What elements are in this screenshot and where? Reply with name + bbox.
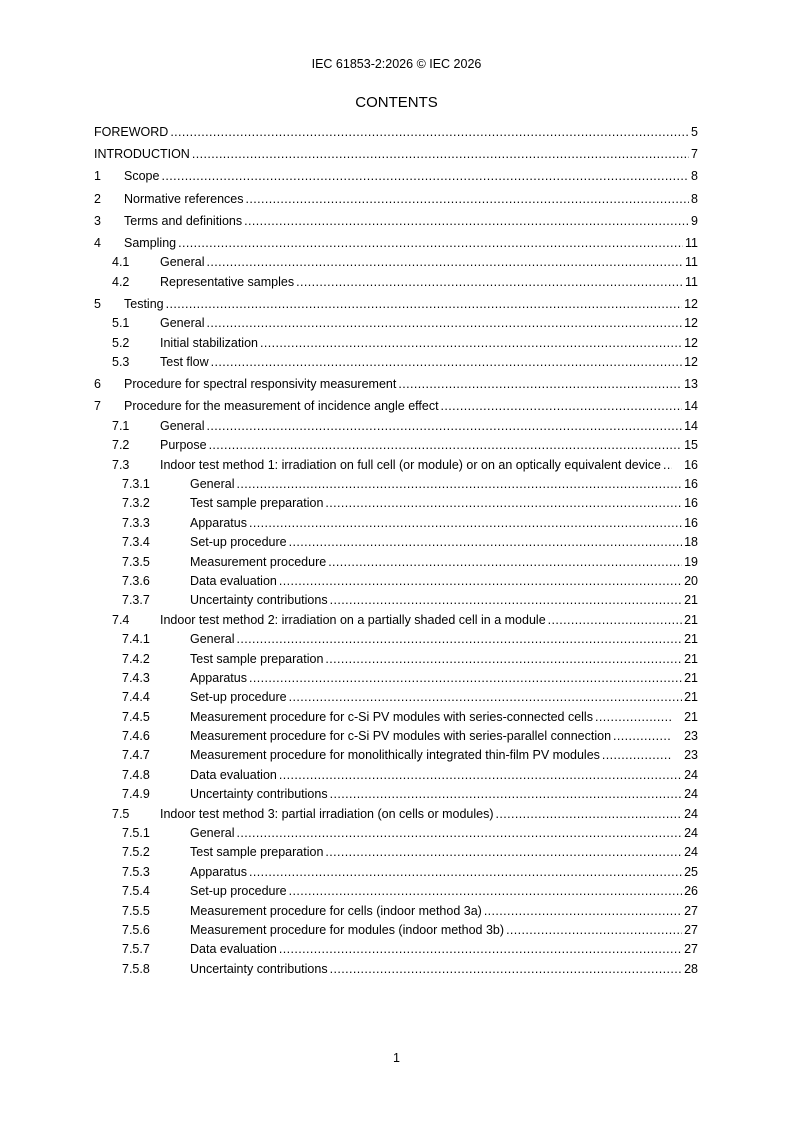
- dot-leader: [325, 652, 682, 668]
- dot-leader: [249, 865, 682, 881]
- toc-entry-number: 7.3: [112, 457, 130, 472]
- dot-leader: [506, 923, 682, 939]
- toc-entry-number: 7.5.8: [122, 961, 150, 976]
- toc-entry-title: Apparatus: [190, 515, 247, 530]
- page-number: 1: [393, 1051, 400, 1065]
- toc-entry-title: General: [160, 418, 205, 433]
- toc-entry-number: 2: [94, 191, 101, 206]
- toc-entry[interactable]: [94, 169, 698, 185]
- dot-leader: [613, 729, 672, 745]
- toc-entry-page: 16: [684, 496, 698, 511]
- toc-entry-title: Procedure for spectral responsivity measurement: [124, 377, 397, 392]
- toc-entry-title: Measurement procedure for c-Si PV modules with series-parallel connection: [190, 729, 612, 744]
- dot-leader: [496, 807, 683, 823]
- dot-leader: [236, 477, 682, 493]
- toc-entry-number: 5: [94, 296, 101, 311]
- toc-entry-number: 7.4.5: [122, 709, 150, 724]
- toc-entry[interactable]: [94, 555, 698, 571]
- toc-entry-page: 16: [684, 515, 698, 530]
- dot-leader: [279, 942, 682, 958]
- toc-entry-number: 7.5.5: [122, 903, 150, 918]
- table-of-contents: [94, 125, 698, 977]
- dot-leader: [206, 255, 683, 271]
- toc-entry[interactable]: [94, 845, 698, 861]
- toc-entry[interactable]: [94, 652, 698, 668]
- toc-entry-number: 7.4.1: [122, 632, 150, 647]
- toc-entry-title: Indoor test method 3: partial irradiation (on cells or modules): [160, 806, 494, 821]
- toc-entry-page: 11: [685, 274, 698, 289]
- dot-leader: [236, 632, 682, 648]
- toc-entry-title: Measurement procedure for modules (indoor method 3b): [190, 923, 505, 937]
- toc-entry[interactable]: [94, 125, 698, 141]
- toc-entry-number: 7.4.9: [122, 787, 150, 802]
- toc-entry[interactable]: [94, 236, 698, 252]
- toc-entry-title: Measurement procedure for monolithically integrated thin-film PV modules: [190, 748, 600, 763]
- toc-entry-page: 23: [684, 748, 698, 763]
- dot-leader: [325, 496, 682, 512]
- toc-entry-title: Test sample preparation: [190, 651, 324, 666]
- toc-entry-page: 18: [684, 535, 698, 550]
- toc-entry-number: 7.5.6: [122, 923, 150, 937]
- dot-leader: [296, 275, 683, 291]
- toc-entry[interactable]: [94, 865, 698, 881]
- dot-leader: [325, 845, 682, 861]
- toc-entry[interactable]: [94, 807, 698, 823]
- toc-entry-page: 21: [684, 651, 698, 666]
- toc-entry[interactable]: [94, 962, 698, 978]
- dot-leader: [170, 125, 689, 141]
- toc-entry-title: Testing: [124, 296, 164, 311]
- toc-entry-number: 7.4.8: [122, 767, 150, 782]
- toc-entry-page: 12: [684, 296, 698, 311]
- toc-entry-number: 5.3: [112, 355, 130, 370]
- toc-entry-page: 23: [684, 729, 698, 744]
- toc-entry-title: Uncertainty contributions: [190, 593, 328, 608]
- toc-entry-title: Test sample preparation: [190, 845, 324, 860]
- toc-entry-page: 27: [684, 942, 698, 957]
- toc-entry-title: Initial stabilization: [160, 335, 258, 350]
- dot-leader: [166, 297, 682, 313]
- toc-entry-page: 25: [684, 864, 698, 879]
- toc-entry-title: Measurement procedure for cells (indoor method 3a): [190, 903, 482, 918]
- toc-entry-title: Measurement procedure: [190, 554, 327, 569]
- toc-entry[interactable]: [94, 574, 698, 590]
- toc-entry-title: Indoor test method 1: irradiation on full cell (or module) or on an optically equivalent device: [160, 457, 661, 472]
- toc-entry-page: 9: [691, 213, 698, 228]
- toc-entry-number: 1: [94, 169, 101, 184]
- toc-entry-page: 27: [684, 903, 698, 918]
- toc-entry-title: Data evaluation: [190, 573, 277, 588]
- dot-leader: [260, 336, 682, 352]
- toc-entry[interactable]: [94, 355, 698, 371]
- toc-entry-title: Uncertainty contributions: [190, 787, 328, 802]
- toc-entry-title: Purpose: [160, 438, 207, 453]
- toc-entry[interactable]: [94, 632, 698, 648]
- toc-entry-number: 7.3.6: [122, 573, 150, 588]
- dot-leader: [398, 377, 682, 393]
- dot-leader: [663, 458, 672, 474]
- toc-entry-page: 21: [684, 612, 698, 627]
- toc-entry-number: 7.5.4: [122, 884, 150, 899]
- toc-entry[interactable]: [94, 496, 698, 512]
- dot-leader: [330, 593, 683, 609]
- toc-entry-page: 5: [691, 125, 698, 139]
- toc-entry-title: General: [190, 477, 235, 492]
- toc-entry-title: General: [160, 316, 205, 331]
- toc-entry-number: 7: [94, 399, 101, 414]
- toc-entry[interactable]: [94, 884, 698, 900]
- toc-entry-page: 24: [684, 845, 698, 860]
- toc-entry[interactable]: [94, 419, 698, 435]
- toc-entry[interactable]: [94, 377, 698, 393]
- toc-entry-page: 20: [684, 573, 698, 588]
- toc-entry[interactable]: [94, 255, 698, 271]
- toc-entry[interactable]: [94, 787, 698, 803]
- toc-entry-title: Data evaluation: [190, 767, 277, 782]
- toc-entry-page: 21: [684, 593, 698, 608]
- dot-leader: [289, 690, 683, 706]
- toc-entry-title: Apparatus: [190, 670, 247, 685]
- toc-entry[interactable]: [94, 458, 698, 474]
- toc-entry-number: 7.3.2: [122, 496, 150, 511]
- dot-leader: [206, 316, 682, 332]
- dot-leader: [279, 768, 682, 784]
- toc-entry[interactable]: [94, 729, 698, 745]
- toc-entry-number: 5.1: [112, 316, 130, 331]
- toc-entry-title: Set-up procedure: [190, 535, 287, 550]
- toc-entry-title: General: [190, 632, 235, 647]
- toc-entry[interactable]: [94, 192, 698, 208]
- toc-entry-page: 15: [684, 438, 698, 453]
- toc-entry-title: Scope: [124, 169, 160, 184]
- toc-entry-number: 7.4.4: [122, 690, 150, 705]
- toc-entry-number: 7.4.2: [122, 651, 150, 666]
- toc-entry-page: 21: [684, 670, 698, 685]
- toc-entry-title: Indoor test method 2: irradiation on a partially shaded cell in a module: [160, 612, 546, 627]
- toc-entry-number: 4.1: [112, 255, 130, 270]
- toc-entry[interactable]: [94, 316, 698, 332]
- toc-entry-number: 7.5.2: [122, 845, 150, 860]
- toc-entry-page: 24: [684, 767, 698, 782]
- toc-entry-title: Terms and definitions: [124, 213, 243, 228]
- toc-entry-page: 19: [684, 554, 698, 569]
- toc-entry[interactable]: [94, 535, 698, 551]
- toc-entry-page: 24: [684, 787, 698, 802]
- dot-leader: [289, 535, 683, 551]
- dot-leader: [330, 787, 683, 803]
- toc-entry-title: Sampling: [124, 235, 177, 250]
- toc-entry-number: 7.3.1: [122, 477, 150, 492]
- toc-entry-page: 21: [684, 709, 698, 724]
- toc-entry-number: 7.4.3: [122, 670, 150, 685]
- toc-entry[interactable]: [94, 297, 698, 313]
- toc-entry-number: 7.4.7: [122, 748, 150, 763]
- toc-entry[interactable]: [94, 748, 698, 764]
- toc-entry-title: Measurement procedure for c-Si PV modules with series-connected cells: [190, 709, 593, 724]
- toc-entry[interactable]: [94, 214, 698, 230]
- dot-leader: [244, 214, 689, 230]
- toc-entry-title: Apparatus: [190, 864, 247, 879]
- toc-entry[interactable]: [94, 942, 698, 958]
- toc-entry-page: 14: [684, 418, 698, 433]
- dot-leader: [484, 904, 682, 920]
- dot-leader: [236, 826, 682, 842]
- toc-entry[interactable]: [94, 690, 698, 706]
- toc-entry-title: FOREWORD: [94, 125, 169, 139]
- toc-entry-number: 7.3.5: [122, 554, 150, 569]
- toc-entry[interactable]: [94, 399, 698, 415]
- toc-entry-title: Set-up procedure: [190, 884, 287, 899]
- toc-entry[interactable]: [94, 593, 698, 609]
- dot-leader: [161, 169, 689, 185]
- toc-entry-number: 4.2: [112, 274, 130, 289]
- dot-leader: [192, 147, 689, 163]
- toc-entry-page: 7: [691, 147, 698, 162]
- toc-entry-page: 11: [685, 235, 698, 250]
- toc-entry[interactable]: [94, 671, 698, 687]
- toc-entry-page: 8: [691, 169, 698, 184]
- toc-entry-page: 12: [684, 316, 698, 331]
- dot-leader: [206, 419, 682, 435]
- dot-leader: [602, 748, 672, 764]
- toc-entry-title: Test sample preparation: [190, 496, 324, 511]
- toc-entry-page: 11: [685, 255, 698, 270]
- dot-leader: [595, 710, 672, 726]
- toc-entry[interactable]: [94, 336, 698, 352]
- dot-leader: [330, 962, 683, 978]
- toc-entry-title: Set-up procedure: [190, 690, 287, 705]
- toc-entry-page: 21: [684, 632, 698, 647]
- dot-leader: [211, 355, 682, 371]
- toc-entry-title: Data evaluation: [190, 942, 277, 957]
- toc-entry-number: 7.5.1: [122, 826, 150, 841]
- toc-entry-title: Normative references: [124, 191, 244, 206]
- toc-entry[interactable]: [94, 147, 698, 163]
- dot-leader: [209, 438, 683, 454]
- toc-entry-number: 7.3.7: [122, 593, 150, 608]
- toc-entry-title: Uncertainty contributions: [190, 961, 328, 976]
- toc-entry-page: 13: [684, 377, 698, 392]
- toc-entry-page: 24: [684, 806, 698, 821]
- toc-entry-number: 7.3.3: [122, 515, 150, 530]
- toc-entry-page: 16: [684, 477, 698, 492]
- dot-leader: [279, 574, 682, 590]
- toc-entry-page: 8: [691, 191, 698, 206]
- toc-entry-number: 3: [94, 213, 101, 228]
- toc-entry-title: Representative samples: [160, 274, 295, 289]
- dot-leader: [246, 192, 690, 208]
- toc-entry-page: 14: [684, 399, 698, 414]
- toc-entry-number: 7.5.7: [122, 942, 150, 957]
- dot-leader: [441, 399, 683, 415]
- toc-entry-number: 4: [94, 235, 101, 250]
- toc-entry[interactable]: [94, 613, 698, 629]
- dot-leader: [178, 236, 683, 252]
- toc-entry[interactable]: [94, 438, 698, 454]
- toc-entry-page: 27: [684, 923, 698, 937]
- toc-entry-title: Test flow: [160, 355, 209, 370]
- toc-entry-page: 12: [684, 355, 698, 370]
- toc-entry-number: 7.1: [112, 418, 130, 433]
- dot-leader: [249, 516, 682, 532]
- toc-entry[interactable]: [94, 826, 698, 842]
- toc-entry[interactable]: [94, 516, 698, 532]
- toc-entry-page: 21: [684, 690, 698, 705]
- toc-entry-title: INTRODUCTION: [94, 147, 190, 162]
- toc-entry-title: General: [190, 826, 235, 841]
- toc-entry-page: 28: [684, 961, 698, 976]
- toc-entry-number: 5.2: [112, 335, 130, 350]
- toc-entry[interactable]: [94, 923, 698, 939]
- toc-entry-page: 16: [684, 457, 698, 472]
- toc-entry-page: 24: [684, 826, 698, 841]
- page-title: CONTENTS: [355, 94, 438, 111]
- toc-entry-number: 7.3.4: [122, 535, 150, 550]
- toc-entry-title: General: [160, 255, 205, 270]
- toc-entry[interactable]: [94, 710, 698, 726]
- toc-entry-number: 7.5.3: [122, 864, 150, 879]
- toc-entry-number: 7.2: [112, 438, 130, 453]
- toc-entry[interactable]: [94, 275, 698, 291]
- toc-entry-title: Procedure for the measurement of incidence angle effect: [124, 399, 439, 414]
- dot-leader: [328, 555, 682, 571]
- dot-leader: [289, 884, 683, 900]
- toc-entry-page: 12: [684, 335, 698, 350]
- toc-entry-number: 7.4.6: [122, 729, 150, 744]
- toc-entry[interactable]: [94, 768, 698, 784]
- toc-entry-number: 6: [94, 377, 101, 392]
- dot-leader: [548, 613, 682, 629]
- toc-entry[interactable]: [94, 904, 698, 920]
- toc-entry-number: 7.4: [112, 612, 130, 627]
- dot-leader: [249, 671, 682, 687]
- page-header: IEC 61853-2:2026 © IEC 2026: [311, 57, 482, 71]
- toc-entry[interactable]: [94, 477, 698, 493]
- toc-entry-page: 26: [684, 884, 698, 899]
- toc-entry-number: 7.5: [112, 806, 130, 821]
